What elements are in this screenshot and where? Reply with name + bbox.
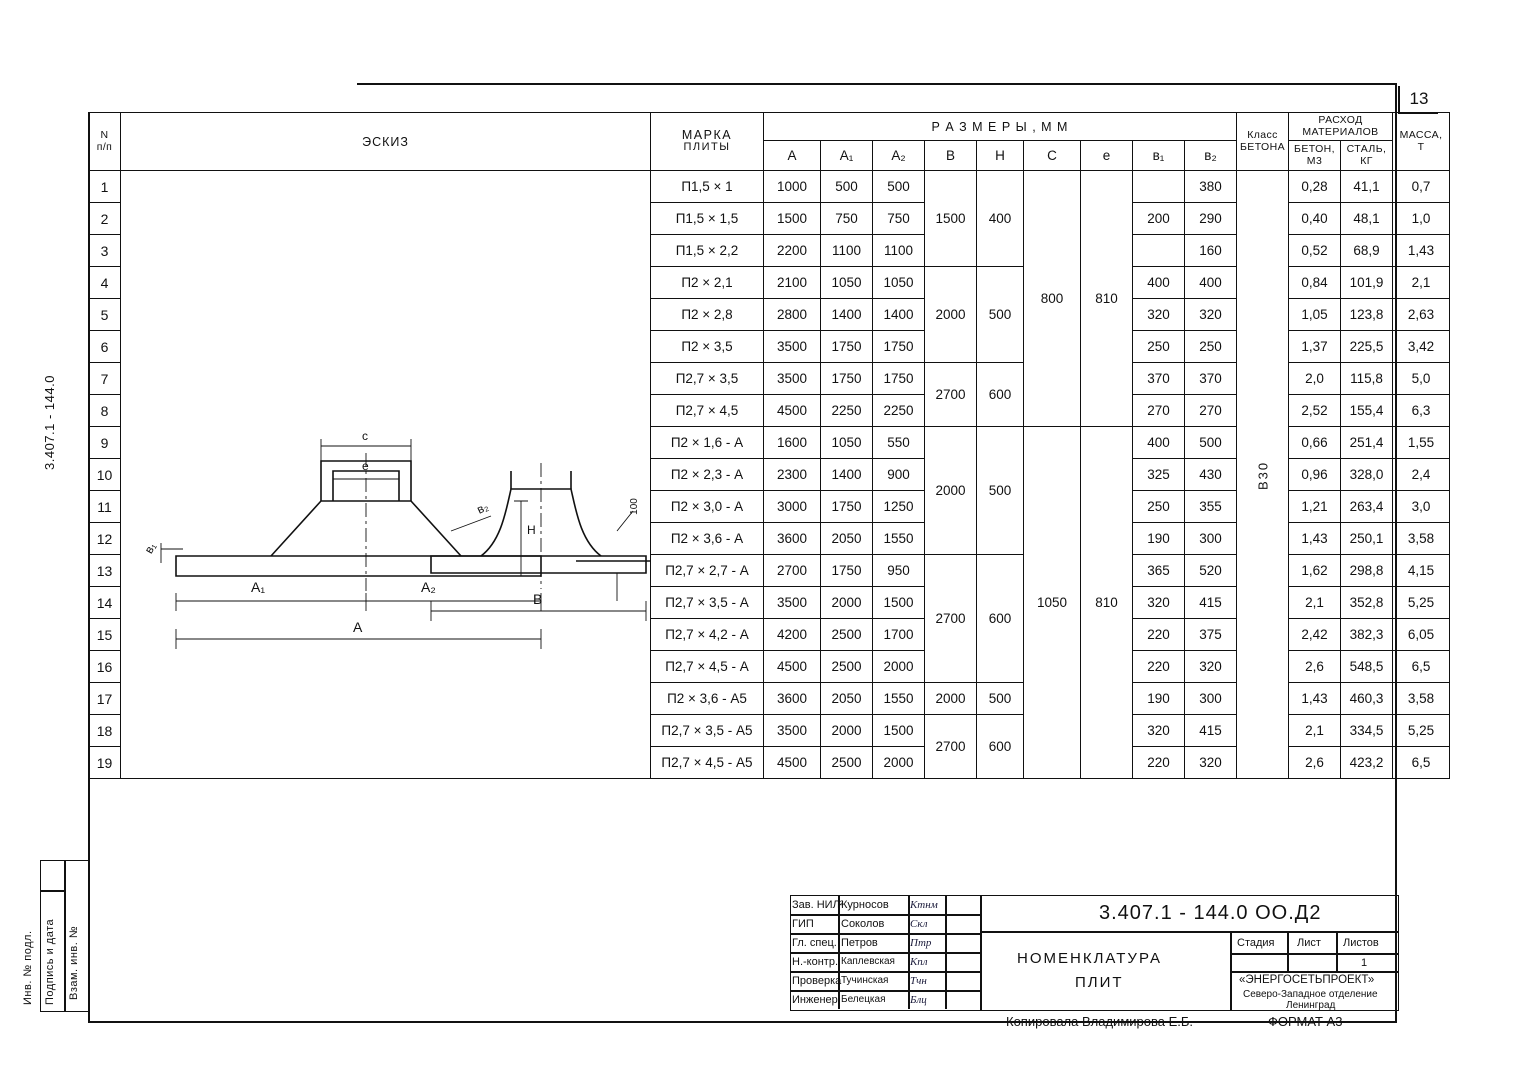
margin-label-code: 3.407.1 - 144.0 [42,375,57,470]
cell-C: 1050 [1024,427,1081,779]
cell-A: 1000 [764,171,821,203]
cell-b1: 320 [1133,715,1185,747]
role-name-1: Соколов [841,918,885,930]
cell-b2: 270 [1185,395,1237,427]
cell-steel: 460,3 [1341,683,1393,715]
header-col-A1: A₁ [821,141,873,171]
format-label: ФОРМАТ А3 [1268,1014,1343,1029]
cell-A1: 1750 [821,363,873,395]
cell-steel: 328,0 [1341,459,1393,491]
cell-concrete: 1,37 [1289,331,1341,363]
cell-A1: 1750 [821,555,873,587]
sheet-number: 13 [1398,86,1438,114]
cell-mass: 6,5 [1393,747,1450,779]
cell-mass: 4,15 [1393,555,1450,587]
table-row [89,171,1450,203]
cell-H: 500 [977,683,1024,715]
cell-H: 600 [977,363,1024,427]
stage-header-1: Лист [1297,937,1321,949]
cell-A1: 1750 [821,331,873,363]
cell-H: 400 [977,171,1024,267]
cell-b2: 375 [1185,619,1237,651]
cell-b2: 250 [1185,331,1237,363]
cell-np: 5 [89,299,121,331]
cell-np: 12 [89,523,121,555]
cell-np: 9 [89,427,121,459]
doc-title-cell [980,931,1232,1011]
cell-mark: П2 × 2,3 - А [651,459,764,491]
cell-b2: 520 [1185,555,1237,587]
cell-A: 2200 [764,235,821,267]
cell-A: 3500 [764,587,821,619]
cell-A: 2800 [764,299,821,331]
cell-np: 14 [89,587,121,619]
cell-A1: 1400 [821,299,873,331]
role-sign-5: Блц [910,994,927,1006]
cell-concrete: 0,66 [1289,427,1341,459]
cell-mass: 6,05 [1393,619,1450,651]
org-sub2: Ленинград [1286,1000,1336,1011]
cell-mark: П2,7 × 3,5 - А5 [651,715,764,747]
cell-mass: 3,58 [1393,683,1450,715]
cell-A: 1600 [764,427,821,459]
cell-np: 10 [89,459,121,491]
cell-B: 1500 [925,171,977,267]
role-sign-1: Скл [910,918,928,930]
cell-steel: 352,8 [1341,587,1393,619]
cell-H: 500 [977,427,1024,555]
cell-b1: 325 [1133,459,1185,491]
cell-b2: 400 [1185,267,1237,299]
cell-B: 2700 [925,715,977,779]
cell-b2: 415 [1185,587,1237,619]
cell-steel: 548,5 [1341,651,1393,683]
cell-A2: 550 [873,427,925,459]
cell-concrete: 2,6 [1289,651,1341,683]
header-col-b2: в₂ [1185,141,1237,171]
sketch-label-e: e [362,459,369,473]
role-name-4: Тучинская [841,975,889,986]
role-label-3: Н.-контр. [792,956,839,968]
cell-H: 600 [977,555,1024,683]
cell-np: 1 [89,171,121,203]
cell-A: 4200 [764,619,821,651]
role-sign-4: Тчн [910,975,927,987]
cell-mark: П1,5 × 1,5 [651,203,764,235]
title-block [790,895,1397,1029]
cell-concrete: 1,43 [1289,523,1341,555]
cell-b1 [1133,171,1185,203]
cell-mass: 0,7 [1393,171,1450,203]
cell-b2: 355 [1185,491,1237,523]
cell-mark: П2 × 3,0 - А [651,491,764,523]
margin-label-invno: Инв. № подл. [22,930,34,1005]
cell-H: 600 [977,715,1024,779]
sketch-label-A2: А₂ [421,579,436,595]
cell-b2: 320 [1185,747,1237,779]
plate-side-view-svg [421,171,661,779]
sketch-label-b1: в₁ [141,539,159,557]
cell-steel: 155,4 [1341,395,1393,427]
cell-b2: 430 [1185,459,1237,491]
cell-concrete: 2,42 [1289,619,1341,651]
cell-b1: 400 [1133,267,1185,299]
cell-e: 810 [1081,171,1133,427]
cell-b2: 290 [1185,203,1237,235]
header-mark: МАРКА ПЛИТЫ [651,113,764,171]
cell-A: 3500 [764,715,821,747]
cell-A1: 750 [821,203,873,235]
cell-A1: 1750 [821,491,873,523]
cell-A2: 500 [873,171,925,203]
org-sub1: Северо-Западное отделение [1243,989,1378,1000]
cell-A2: 950 [873,555,925,587]
cell-b2: 500 [1185,427,1237,459]
role-label-0: Зав. НИЛ² [792,899,844,911]
cell-A: 4500 [764,395,821,427]
cell-np: 4 [89,267,121,299]
cell-mass: 5,25 [1393,587,1450,619]
header-mass: МАССА, Т [1393,113,1450,171]
cell-mass: 3,58 [1393,523,1450,555]
cell-A1: 2250 [821,395,873,427]
cell-mark: П2,7 × 4,2 - А [651,619,764,651]
cell-np: 3 [89,235,121,267]
cell-b1: 190 [1133,523,1185,555]
cell-concrete: 0,28 [1289,171,1341,203]
cell-concrete: 2,1 [1289,587,1341,619]
cell-mass: 6,5 [1393,651,1450,683]
stage-value-2: 1 [1361,957,1368,969]
doc-title-line1: НОМЕНКЛАТУРА [1017,950,1162,967]
cell-mark: П1,5 × 1 [651,171,764,203]
cell-steel: 298,8 [1341,555,1393,587]
cell-A: 3600 [764,683,821,715]
header-concrete-unit: БЕТОН, М3 [1289,141,1341,171]
cell-mark: П2,7 × 4,5 [651,395,764,427]
role-label-1: ГИП [792,918,814,930]
sketch-label-B: В [533,591,543,607]
frame-bottom-line [88,1021,1397,1023]
cell-steel: 115,8 [1341,363,1393,395]
role-sign-3: Кпл [910,956,928,968]
cell-concrete: 0,96 [1289,459,1341,491]
cell-A: 1500 [764,203,821,235]
cell-mark: П2 × 3,6 - А [651,523,764,555]
margin-box-invno [40,890,66,892]
stage-header-2: Листов [1343,937,1379,949]
cell-concrete: 2,1 [1289,715,1341,747]
cell-mark: П2,7 × 3,5 [651,363,764,395]
cell-steel: 334,5 [1341,715,1393,747]
cell-b1: 220 [1133,651,1185,683]
cell-A1: 500 [821,171,873,203]
cell-b1: 365 [1133,555,1185,587]
cell-b1: 320 [1133,587,1185,619]
sketch-label-100: 100 [628,498,640,515]
cell-mass: 2,63 [1393,299,1450,331]
header-materials: РАСХОД МАТЕРИАЛОВ [1289,113,1393,141]
cell-A2: 750 [873,203,925,235]
nomenclature-table [88,112,1450,779]
stage-cell [1230,931,1399,955]
role-name-2: Петров [841,937,878,949]
cell-A: 3000 [764,491,821,523]
role-label-2: Гл. спец. [792,937,837,949]
header-col-A: A [764,141,821,171]
cell-np: 17 [89,683,121,715]
cell-concrete: 2,6 [1289,747,1341,779]
cell-b2: 300 [1185,683,1237,715]
role-label-5: Инженер [792,994,838,1006]
cell-concrete-class: В30 [1237,171,1289,779]
cell-b2: 415 [1185,715,1237,747]
cell-mass: 5,25 [1393,715,1450,747]
cell-mass: 6,3 [1393,395,1450,427]
cell-np: 7 [89,363,121,395]
cell-A1: 2500 [821,651,873,683]
cell-A1: 1100 [821,235,873,267]
cell-B: 2000 [925,267,977,363]
cell-steel: 101,9 [1341,267,1393,299]
cell-steel: 423,2 [1341,747,1393,779]
cell-concrete: 1,21 [1289,491,1341,523]
copied-by: Копировала Владимирова Е.Б. [1006,1014,1194,1029]
cell-b2: 380 [1185,171,1237,203]
role-sign-0: Ктнм [910,899,938,911]
cell-mark: П2,7 × 4,5 - А5 [651,747,764,779]
cell-A: 2100 [764,267,821,299]
cell-A2: 1500 [873,587,925,619]
cell-steel: 250,1 [1341,523,1393,555]
cell-mark: П2 × 2,1 [651,267,764,299]
cell-mass: 2,4 [1393,459,1450,491]
cell-A1: 1050 [821,267,873,299]
cell-np: 6 [89,331,121,363]
cell-B: 2000 [925,427,977,555]
margin-label-vzam: Взам. инв. № [68,925,80,1000]
cell-b1: 250 [1133,331,1185,363]
cell-A: 2300 [764,459,821,491]
cell-A2: 1050 [873,267,925,299]
cell-A2: 1550 [873,683,925,715]
cell-concrete: 1,62 [1289,555,1341,587]
cell-b2: 160 [1185,235,1237,267]
cell-A2: 900 [873,459,925,491]
cell-mass: 3,0 [1393,491,1450,523]
header-sizes: Р А З М Е Р Ы , М М [764,113,1237,141]
cell-concrete: 1,43 [1289,683,1341,715]
role-label-4: Проверка [792,975,842,987]
cell-steel: 263,4 [1341,491,1393,523]
cell-A2: 1100 [873,235,925,267]
role-name-0: Курносов [841,899,889,911]
header-col-C: C [1024,141,1081,171]
sketch-label-A1: А₁ [251,579,266,595]
cell-A: 4500 [764,651,821,683]
cell-B: 2700 [925,363,977,427]
cell-b1 [1133,235,1185,267]
cell-C: 800 [1024,171,1081,427]
cell-steel: 225,5 [1341,331,1393,363]
cell-A2: 1550 [873,523,925,555]
cell-b1: 220 [1133,747,1185,779]
cell-concrete: 0,84 [1289,267,1341,299]
cell-b2: 300 [1185,523,1237,555]
cell-A2: 1400 [873,299,925,331]
header-np: N п/п [89,113,121,171]
cell-mass: 1,55 [1393,427,1450,459]
cell-b2: 320 [1185,299,1237,331]
cell-b1: 320 [1133,299,1185,331]
cell-A1: 2500 [821,619,873,651]
cell-A1: 2000 [821,715,873,747]
sketch-label-c: c [362,429,368,443]
cell-b2: 370 [1185,363,1237,395]
cell-concrete: 2,0 [1289,363,1341,395]
cell-A: 4500 [764,747,821,779]
cell-mark: П2 × 3,5 [651,331,764,363]
stage-header-0: Стадия [1237,937,1275,949]
cell-mark: П2 × 2,8 [651,299,764,331]
cell-mass: 2,1 [1393,267,1450,299]
cell-steel: 48,1 [1341,203,1393,235]
cell-A: 3500 [764,363,821,395]
sketch-label-b2: в₂ [474,499,491,517]
cell-A: 3600 [764,523,821,555]
cell-A2: 2000 [873,747,925,779]
cell-b1: 190 [1133,683,1185,715]
cell-A2: 1500 [873,715,925,747]
cell-mass: 1,0 [1393,203,1450,235]
cell-b2: 320 [1185,651,1237,683]
cell-concrete: 1,05 [1289,299,1341,331]
header-col-e: e [1081,141,1133,171]
sketch-drawing [121,171,651,779]
cell-b1: 200 [1133,203,1185,235]
organisation-cell [1230,971,1399,1011]
cell-steel: 123,8 [1341,299,1393,331]
cell-np: 18 [89,715,121,747]
cell-b1: 250 [1133,491,1185,523]
cell-steel: 68,9 [1341,235,1393,267]
header-concrete-class: Класс БЕТОНА [1237,113,1289,171]
cell-A1: 2000 [821,587,873,619]
header-col-B: B [925,141,977,171]
cell-np: 16 [89,651,121,683]
header-steel-unit: СТАЛЬ, КГ [1341,141,1393,171]
cell-mark: П1,5 × 2,2 [651,235,764,267]
cell-concrete: 2,52 [1289,395,1341,427]
header-col-A2: A₂ [873,141,925,171]
header-sketch: ЭСКИЗ [121,113,651,171]
org-name: «ЭНЕРГОСЕТЬПРОЕКТ» [1239,974,1375,986]
cell-np: 19 [89,747,121,779]
cell-np: 15 [89,619,121,651]
cell-e: 810 [1081,427,1133,779]
cell-B: 2000 [925,683,977,715]
cell-mass: 5,0 [1393,363,1450,395]
cell-mark: П2 × 3,6 - А5 [651,683,764,715]
cell-concrete: 0,40 [1289,203,1341,235]
cell-A1: 2050 [821,523,873,555]
doc-title-line2: ПЛИТ [1075,974,1124,991]
cell-A2: 1750 [873,363,925,395]
cell-mass: 1,43 [1393,235,1450,267]
doc-code-cell [980,895,1399,933]
header-col-H: H [977,141,1024,171]
cell-A1: 1050 [821,427,873,459]
cell-b1: 220 [1133,619,1185,651]
cell-steel: 251,4 [1341,427,1393,459]
cell-A: 2700 [764,555,821,587]
cell-H: 500 [977,267,1024,363]
cell-np: 8 [89,395,121,427]
cell-A2: 1250 [873,491,925,523]
role-sign-2: Птр [910,937,932,949]
cell-A2: 2000 [873,651,925,683]
sketch-label-A: А [353,619,363,635]
cell-steel: 382,3 [1341,619,1393,651]
cell-b1: 270 [1133,395,1185,427]
sketch-label-H: H [527,523,536,537]
cell-steel: 41,1 [1341,171,1393,203]
doc-code: 3.407.1 - 144.0 ОО.Д2 [1099,902,1322,924]
cell-b1: 370 [1133,363,1185,395]
frame-top-line [357,83,1397,85]
margin-label-signature: Подпись и дата [44,918,56,1005]
cell-np: 2 [89,203,121,235]
cell-mark: П2 × 1,6 - А [651,427,764,459]
cell-A2: 1750 [873,331,925,363]
cell-A1: 2050 [821,683,873,715]
cell-A1: 1400 [821,459,873,491]
cell-b1: 400 [1133,427,1185,459]
cell-np: 11 [89,491,121,523]
cell-A1: 2500 [821,747,873,779]
cell-mark: П2,7 × 4,5 - А [651,651,764,683]
cell-mass: 3,42 [1393,331,1450,363]
role-name-3: Каплевская [841,956,895,967]
cell-concrete: 0,52 [1289,235,1341,267]
cell-A2: 2250 [873,395,925,427]
cell-A2: 1700 [873,619,925,651]
cell-np: 13 [89,555,121,587]
cell-mark: П2,7 × 2,7 - А [651,555,764,587]
cell-A: 3500 [764,331,821,363]
role-name-5: Белецкая [841,994,886,1005]
stage-values-cell [1230,953,1399,973]
header-col-b1: в₁ [1133,141,1185,171]
cell-mark: П2,7 × 3,5 - А [651,587,764,619]
cell-B: 2700 [925,555,977,683]
